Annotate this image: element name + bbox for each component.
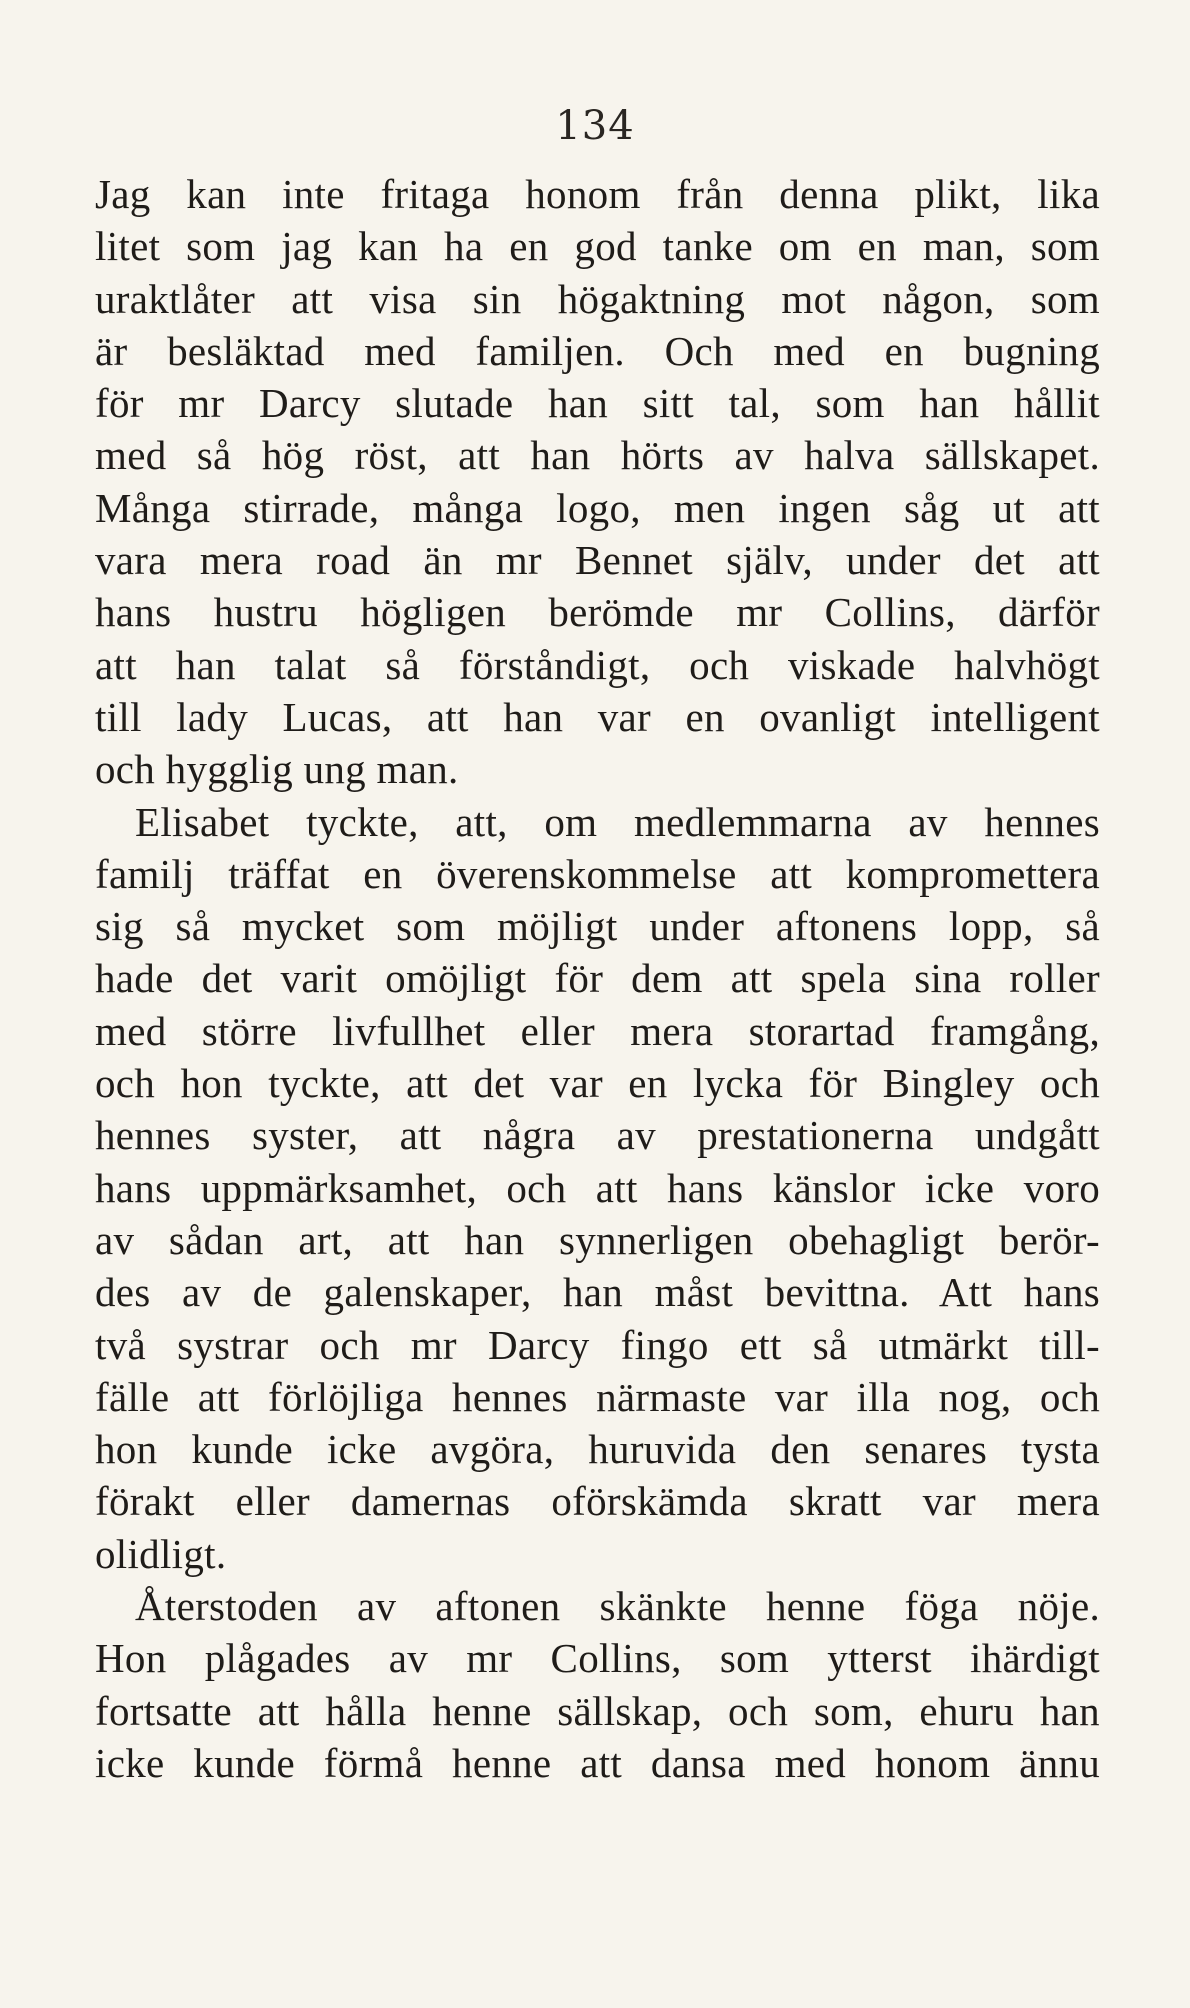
text-line: Återstoden av aftonen skänkte henne föga nöje. bbox=[135, 1583, 1100, 1630]
text-line: är besläktad med familjen. Och med en bugning bbox=[95, 327, 1100, 374]
text-line: Hon plågades av mr Collins, som ytterst ihärdigt bbox=[95, 1635, 1100, 1682]
text-line: olidligt. bbox=[95, 1530, 227, 1577]
text-line: hans uppmärksamhet, och att hans känslor icke voro bbox=[95, 1164, 1100, 1211]
text-line: och hygglig ung man. bbox=[95, 746, 459, 793]
text-line: hennes syster, att några av prestationerna undgått bbox=[95, 1112, 1100, 1159]
text-line: fälle att förlöjliga hennes närmaste var illa nog, och bbox=[95, 1373, 1100, 1420]
page-number: 134 bbox=[555, 103, 635, 149]
text-line: uraktlåter att visa sin högaktning mot någon, som bbox=[95, 275, 1100, 322]
text-line: två systrar och mr Darcy fingo ett så utmärkt till- bbox=[95, 1321, 1100, 1368]
text-line: med större livfullhet eller mera storartad framgång, bbox=[95, 1007, 1100, 1054]
text-line: familj träffat en överenskommelse att kompromettera bbox=[95, 850, 1100, 897]
text-line: med så hög röst, att han hörts av halva sällskapet. bbox=[95, 432, 1100, 479]
text-line: sig så mycket som möjligt under aftonens lopp, så bbox=[95, 903, 1100, 950]
text-line: att han talat så förståndigt, och viskade halvhögt bbox=[95, 641, 1100, 688]
text-line: litet som jag kan ha en god tanke om en man, som bbox=[95, 223, 1100, 270]
body-text bbox=[95, 168, 1100, 1789]
text-line: vara mera road än mr Bennet själv, under det att bbox=[95, 537, 1100, 584]
text-line: icke kunde förmå henne att dansa med honom ännu bbox=[95, 1739, 1100, 1786]
text-line: och hon tyckte, att det var en lycka för Bingley och bbox=[95, 1060, 1100, 1107]
text-line: hans hustru högligen berömde mr Collins, därför bbox=[95, 589, 1100, 636]
text-line: Elisabet tyckte, att, om medlemmarna av hennes bbox=[135, 798, 1100, 845]
text-line: des av de galenskaper, han måst bevittna. Att hans bbox=[95, 1269, 1100, 1316]
text-line: hon kunde icke avgöra, huruvida den senares tysta bbox=[95, 1426, 1100, 1473]
text-line: förakt eller damernas oförskämda skratt var mera bbox=[95, 1478, 1100, 1525]
text-line: till lady Lucas, att han var en ovanligt intelligent bbox=[95, 693, 1100, 740]
text-line: för mr Darcy slutade han sitt tal, som han hållit bbox=[95, 380, 1100, 427]
text-line: Många stirrade, många logo, men ingen såg ut att bbox=[95, 484, 1100, 531]
text-line: Jag kan inte fritaga honom från denna plikt, lika bbox=[95, 171, 1100, 217]
text-line: hade det varit omöjligt för dem att spela sina roller bbox=[95, 955, 1100, 1002]
text-line: fortsatte att hålla henne sällskap, och som, ehuru han bbox=[95, 1687, 1100, 1734]
text-line: av sådan art, att han synnerligen obehagligt berör- bbox=[95, 1216, 1100, 1263]
